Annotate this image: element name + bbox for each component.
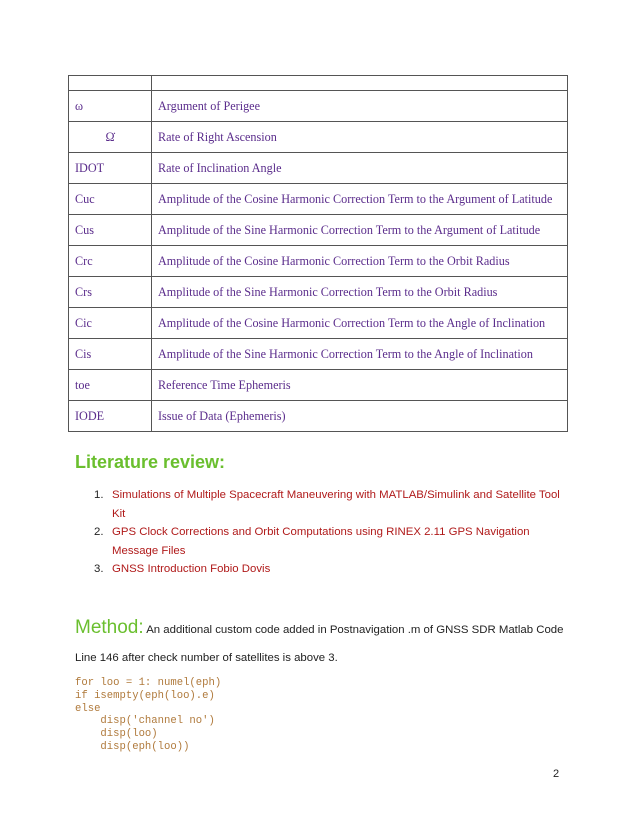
list-item-text: Simulations of Multiple Spacecraft Maneuvering with MATLAB/Simulink and Satellite Tool Kit — [112, 489, 560, 520]
method-paragraph — [75, 617, 563, 639]
table-row — [69, 401, 568, 432]
table-row — [69, 91, 568, 122]
table-cell-description: Amplitude of the Cosine Harmonic Correction Term to the Orbit Radius — [152, 246, 568, 277]
list-item-text: GNSS Introduction Fobio Dovis — [112, 563, 271, 575]
table-cell-symbol — [69, 76, 152, 91]
method-description: An additional custom code added in Postnavigation .m of GNSS SDR Matlab Code — [143, 624, 564, 636]
table-cell-symbol: Crs — [69, 277, 152, 308]
list-item — [94, 523, 564, 560]
table-row — [69, 76, 568, 91]
literature-list — [94, 486, 564, 579]
method-heading: Method: — [75, 617, 144, 638]
table-cell-symbol: Crc — [69, 246, 152, 277]
table-cell-symbol: Cus — [69, 215, 152, 246]
table-cell-symbol: IDOT — [69, 153, 152, 184]
table-row — [69, 215, 568, 246]
page-number: 2 — [553, 768, 560, 780]
line-note: Line 146 after check number of satellites is above 3. — [75, 652, 338, 664]
literature-review-heading: Literature review: — [75, 452, 226, 472]
table-cell-symbol: Cis — [69, 339, 152, 370]
table-cell-description: Rate of Right Ascension — [152, 122, 568, 153]
table-row — [69, 339, 568, 370]
list-item-number: 2. — [94, 526, 104, 538]
table-cell-description: Amplitude of the Sine Harmonic Correction Term to the Argument of Latitude — [152, 215, 568, 246]
table-row — [69, 122, 568, 153]
table-cell-symbol: toe — [69, 370, 152, 401]
table-cell-description: Amplitude of the Sine Harmonic Correction Term to the Orbit Radius — [152, 277, 568, 308]
table-cell-description: Argument of Perigee — [152, 91, 568, 122]
list-item-text: GPS Clock Corrections and Orbit Computations using RINEX 2.11 GPS Navigation Message Files — [112, 526, 530, 557]
table-row — [69, 153, 568, 184]
table-cell-description: Amplitude of the Cosine Harmonic Correction Term to the Angle of Inclination — [152, 308, 568, 339]
parameter-table — [68, 75, 568, 432]
table-cell-description — [152, 76, 568, 91]
table-cell-description: Reference Time Ephemeris — [152, 370, 568, 401]
list-item-number: 3. — [94, 563, 104, 575]
table-row — [69, 370, 568, 401]
list-item-number: 1. — [94, 489, 104, 501]
table-row — [69, 184, 568, 215]
table-cell-description: Amplitude of the Cosine Harmonic Correction Term to the Argument of Latitude — [152, 184, 568, 215]
table-cell-symbol: Cic — [69, 308, 152, 339]
code-block: for loo = 1: numel(eph) if isempty(eph(loo).e) else disp('channel no') disp(loo) disp(eph(loo)) — [75, 677, 222, 753]
table-row — [69, 277, 568, 308]
table-cell-description: Rate of Inclination Angle — [152, 153, 568, 184]
table-cell-symbol: Ω̇ — [69, 122, 152, 153]
table-cell-symbol: IODE — [69, 401, 152, 432]
table-cell-description: Amplitude of the Sine Harmonic Correction Term to the Angle of Inclination — [152, 339, 568, 370]
table-row — [69, 308, 568, 339]
table-cell-description: Issue of Data (Ephemeris) — [152, 401, 568, 432]
table-cell-symbol: ω — [69, 91, 152, 122]
table-cell-symbol: Cuc — [69, 184, 152, 215]
list-item — [94, 486, 564, 523]
table-row — [69, 246, 568, 277]
list-item — [94, 560, 564, 579]
